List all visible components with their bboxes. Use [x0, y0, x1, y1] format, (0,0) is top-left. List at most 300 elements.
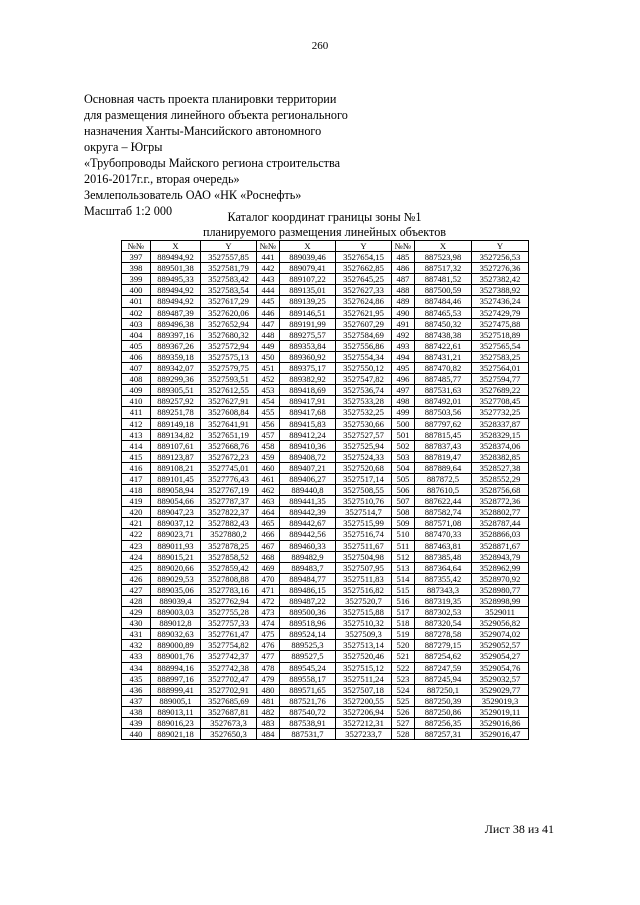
y-coordinate-cell: 3527429,79: [472, 307, 529, 318]
table-row: [122, 629, 529, 640]
x-coordinate-cell: 888997,16: [151, 673, 201, 684]
x-coordinate-cell: 887571,08: [415, 518, 472, 529]
y-coordinate-cell: 3529019,3: [472, 695, 529, 706]
y-coordinate-cell: 3527276,36: [472, 263, 529, 274]
x-coordinate-cell: 887815,45: [415, 429, 472, 440]
y-coordinate-cell: 3527608,84: [201, 407, 257, 418]
point-number-cell: 438: [122, 706, 151, 717]
x-coordinate-cell: 887278,58: [415, 629, 472, 640]
point-number-cell: 459: [257, 451, 280, 462]
heading-line: назначения Ханты-Мансийского автономного: [84, 124, 322, 138]
y-coordinate-cell: 3527668,76: [201, 440, 257, 451]
table-row: [122, 307, 529, 318]
point-number-cell: 473: [257, 607, 280, 618]
point-number-cell: 408: [122, 374, 151, 385]
point-number-cell: 506: [392, 485, 415, 496]
point-number-cell: 527: [392, 718, 415, 729]
y-coordinate-cell: 3527761,47: [201, 629, 257, 640]
y-coordinate-cell: 3527745,01: [201, 462, 257, 473]
x-coordinate-cell: 889001,76: [151, 651, 201, 662]
point-number-cell: 440: [122, 729, 151, 740]
point-number-cell: 528: [392, 729, 415, 740]
point-number-cell: 436: [122, 684, 151, 695]
table-row: [122, 507, 529, 518]
y-coordinate-cell: 3527882,43: [201, 518, 257, 529]
y-coordinate-cell: 3527742,37: [201, 651, 257, 662]
x-coordinate-cell: 887872,5: [415, 473, 472, 484]
point-number-cell: 425: [122, 562, 151, 573]
x-coordinate-cell: 887610,5: [415, 485, 472, 496]
x-coordinate-cell: 887837,43: [415, 440, 472, 451]
point-number-cell: 514: [392, 573, 415, 584]
x-coordinate-cell: 889486,15: [280, 584, 336, 595]
point-number-cell: 486: [392, 263, 415, 274]
point-number-cell: 398: [122, 263, 151, 274]
y-coordinate-cell: 3529016,86: [472, 718, 529, 729]
point-number-cell: 482: [257, 706, 280, 717]
x-coordinate-cell: 889299,36: [151, 374, 201, 385]
x-coordinate-cell: 887470,82: [415, 363, 472, 374]
y-coordinate-cell: 3527617,29: [201, 296, 257, 307]
table-row: [122, 718, 529, 729]
column-header: Y: [201, 241, 257, 252]
x-coordinate-cell: 889440,8: [280, 485, 336, 496]
table-row: [122, 473, 529, 484]
y-coordinate-cell: 3527233,7: [336, 729, 392, 740]
table-body: [122, 252, 529, 740]
point-number-cell: 484: [257, 729, 280, 740]
point-number-cell: 447: [257, 318, 280, 329]
point-number-cell: 508: [392, 507, 415, 518]
heading-line: Основная часть проекта планировки территории: [84, 92, 337, 106]
point-number-cell: 421: [122, 518, 151, 529]
table-row: [122, 673, 529, 684]
x-coordinate-cell: 889571,65: [280, 684, 336, 695]
x-coordinate-cell: 889108,21: [151, 462, 201, 473]
page-number: 260: [311, 40, 329, 52]
x-coordinate-cell: 889494,92: [151, 296, 201, 307]
x-coordinate-cell: 887531,63: [415, 385, 472, 396]
point-number-cell: 466: [257, 529, 280, 540]
x-coordinate-cell: 887622,44: [415, 496, 472, 507]
y-coordinate-cell: 3527581,79: [201, 263, 257, 274]
x-coordinate-cell: 889029,53: [151, 573, 201, 584]
x-coordinate-cell: 889525,3: [280, 640, 336, 651]
y-coordinate-cell: 3527624,86: [336, 296, 392, 307]
point-number-cell: 433: [122, 651, 151, 662]
point-number-cell: 423: [122, 540, 151, 551]
y-coordinate-cell: 3527514,7: [336, 507, 392, 518]
y-coordinate-cell: 3527880,2: [201, 529, 257, 540]
y-coordinate-cell: 3527651,19: [201, 429, 257, 440]
point-number-cell: 409: [122, 385, 151, 396]
x-coordinate-cell: 889039,4: [151, 596, 201, 607]
point-number-cell: 448: [257, 329, 280, 340]
y-coordinate-cell: 3528756,68: [472, 485, 529, 496]
catalog-title-line: планируемого размещения линейных объектов: [202, 225, 447, 239]
y-coordinate-cell: 3527530,66: [336, 418, 392, 429]
point-number-cell: 449: [257, 340, 280, 351]
y-coordinate-cell: 3527645,25: [336, 274, 392, 285]
column-header: X: [151, 241, 201, 252]
point-number-cell: 458: [257, 440, 280, 451]
y-coordinate-cell: 3527520,46: [336, 651, 392, 662]
table-row: [122, 573, 529, 584]
x-coordinate-cell: 887279,15: [415, 640, 472, 651]
y-coordinate-cell: 3527475,88: [472, 318, 529, 329]
point-number-cell: 468: [257, 551, 280, 562]
point-number-cell: 494: [392, 351, 415, 362]
point-number-cell: 502: [392, 440, 415, 451]
point-number-cell: 452: [257, 374, 280, 385]
point-number-cell: 503: [392, 451, 415, 462]
table-row: [122, 263, 529, 274]
heading-line: Землепользователь ОАО «НК «Роснефть»: [84, 188, 302, 202]
x-coordinate-cell: 889408,72: [280, 451, 336, 462]
point-number-cell: 498: [392, 396, 415, 407]
y-coordinate-cell: 3527504,98: [336, 551, 392, 562]
y-coordinate-cell: 3527627,33: [336, 285, 392, 296]
table-row: [122, 596, 529, 607]
x-coordinate-cell: 887523,98: [415, 252, 472, 263]
y-coordinate-cell: 3527689,22: [472, 385, 529, 396]
y-coordinate-cell: 3527650,3: [201, 729, 257, 740]
point-number-cell: 405: [122, 340, 151, 351]
x-coordinate-cell: 889353,84: [280, 340, 336, 351]
table-row: [122, 618, 529, 629]
y-coordinate-cell: 3529019,11: [472, 706, 529, 717]
point-number-cell: 477: [257, 651, 280, 662]
point-number-cell: 492: [392, 329, 415, 340]
x-coordinate-cell: 889305,51: [151, 385, 201, 396]
x-coordinate-cell: 887422,61: [415, 340, 472, 351]
point-number-cell: 429: [122, 607, 151, 618]
y-coordinate-cell: 3527754,82: [201, 640, 257, 651]
x-coordinate-cell: 889545,24: [280, 662, 336, 673]
point-number-cell: 525: [392, 695, 415, 706]
x-coordinate-cell: 889107,61: [151, 440, 201, 451]
point-number-cell: 509: [392, 518, 415, 529]
y-coordinate-cell: 3528866,03: [472, 529, 529, 540]
y-coordinate-cell: 3527510,76: [336, 496, 392, 507]
y-coordinate-cell: 3527206,94: [336, 706, 392, 717]
y-coordinate-cell: 3528787,44: [472, 518, 529, 529]
x-coordinate-cell: 889146,51: [280, 307, 336, 318]
table-row: [122, 252, 529, 263]
x-coordinate-cell: 889054,66: [151, 496, 201, 507]
point-number-cell: 455: [257, 407, 280, 418]
point-number-cell: 434: [122, 662, 151, 673]
y-coordinate-cell: 3527612,55: [201, 385, 257, 396]
y-coordinate-cell: 3527520,68: [336, 462, 392, 473]
point-number-cell: 456: [257, 418, 280, 429]
point-number-cell: 505: [392, 473, 415, 484]
point-number-cell: 487: [392, 274, 415, 285]
point-number-cell: 443: [257, 274, 280, 285]
point-number-cell: 419: [122, 496, 151, 507]
table-row: [122, 706, 529, 717]
table-row: [122, 429, 529, 440]
table-row: [122, 407, 529, 418]
table-row: [122, 374, 529, 385]
x-coordinate-cell: 889005,1: [151, 695, 201, 706]
x-coordinate-cell: 889382,92: [280, 374, 336, 385]
point-number-cell: 475: [257, 629, 280, 640]
x-coordinate-cell: 889407,21: [280, 462, 336, 473]
y-coordinate-cell: 3527515,88: [336, 607, 392, 618]
y-coordinate-cell: 3527388,92: [472, 285, 529, 296]
column-header: X: [415, 241, 472, 252]
x-coordinate-cell: 887538,91: [280, 718, 336, 729]
point-number-cell: 446: [257, 307, 280, 318]
y-coordinate-cell: 3528329,15: [472, 429, 529, 440]
column-header: X: [280, 241, 336, 252]
x-coordinate-cell: 889406,27: [280, 473, 336, 484]
table-header-row: [122, 241, 529, 252]
point-number-cell: 495: [392, 363, 415, 374]
point-number-cell: 397: [122, 252, 151, 263]
point-number-cell: 471: [257, 584, 280, 595]
y-coordinate-cell: 3527680,32: [201, 329, 257, 340]
y-coordinate-cell: 3528980,77: [472, 584, 529, 595]
y-coordinate-cell: 3527783,16: [201, 584, 257, 595]
x-coordinate-cell: 889418,69: [280, 385, 336, 396]
x-coordinate-cell: 889015,21: [151, 551, 201, 562]
y-coordinate-cell: 3527757,33: [201, 618, 257, 629]
column-header: №№: [392, 241, 415, 252]
y-coordinate-cell: 3527732,25: [472, 407, 529, 418]
x-coordinate-cell: 887431,21: [415, 351, 472, 362]
column-header: Y: [336, 241, 392, 252]
y-coordinate-cell: 3529032,57: [472, 673, 529, 684]
point-number-cell: 488: [392, 285, 415, 296]
x-coordinate-cell: 889191,99: [280, 318, 336, 329]
point-number-cell: 524: [392, 684, 415, 695]
y-coordinate-cell: 3527554,34: [336, 351, 392, 362]
x-coordinate-cell: 889020,66: [151, 562, 201, 573]
x-coordinate-cell: 887582,74: [415, 507, 472, 518]
point-number-cell: 427: [122, 584, 151, 595]
table-row: [122, 684, 529, 695]
x-coordinate-cell: 889442,67: [280, 518, 336, 529]
point-number-cell: 512: [392, 551, 415, 562]
table-row: [122, 396, 529, 407]
point-number-cell: 515: [392, 584, 415, 595]
y-coordinate-cell: 3527557,85: [201, 252, 257, 263]
table-row: [122, 651, 529, 662]
y-coordinate-cell: 3527547,82: [336, 374, 392, 385]
point-number-cell: 499: [392, 407, 415, 418]
point-number-cell: 437: [122, 695, 151, 706]
x-coordinate-cell: 887819,47: [415, 451, 472, 462]
y-coordinate-cell: 3528802,77: [472, 507, 529, 518]
point-number-cell: 481: [257, 695, 280, 706]
y-coordinate-cell: 3527517,14: [336, 473, 392, 484]
point-number-cell: 493: [392, 340, 415, 351]
point-number-cell: 457: [257, 429, 280, 440]
y-coordinate-cell: 3527702,47: [201, 673, 257, 684]
y-coordinate-cell: 3528374,06: [472, 440, 529, 451]
y-coordinate-cell: 3527556,86: [336, 340, 392, 351]
x-coordinate-cell: 889518,96: [280, 618, 336, 629]
table-row: [122, 662, 529, 673]
x-coordinate-cell: 887521,76: [280, 695, 336, 706]
x-coordinate-cell: 887319,35: [415, 596, 472, 607]
y-coordinate-cell: 3527565,54: [472, 340, 529, 351]
x-coordinate-cell: 887320,54: [415, 618, 472, 629]
y-coordinate-cell: 3528871,67: [472, 540, 529, 551]
point-number-cell: 517: [392, 607, 415, 618]
coordinates-table: [121, 240, 529, 740]
catalog-title: [121, 210, 528, 240]
y-coordinate-cell: 3527808,88: [201, 573, 257, 584]
heading-line: Масштаб 1:2 000: [84, 204, 173, 218]
column-header: Y: [472, 241, 529, 252]
y-coordinate-cell: 3528772,36: [472, 496, 529, 507]
point-number-cell: 522: [392, 662, 415, 673]
x-coordinate-cell: 889139,25: [280, 296, 336, 307]
table-row: [122, 340, 529, 351]
y-coordinate-cell: 3527685,69: [201, 695, 257, 706]
table-row: [122, 318, 529, 329]
y-coordinate-cell: 3527510,32: [336, 618, 392, 629]
column-header: №№: [122, 241, 151, 252]
x-coordinate-cell: 889415,83: [280, 418, 336, 429]
point-number-cell: 520: [392, 640, 415, 651]
point-number-cell: 523: [392, 673, 415, 684]
point-number-cell: 480: [257, 684, 280, 695]
y-coordinate-cell: 3527702,91: [201, 684, 257, 695]
x-coordinate-cell: 889483,7: [280, 562, 336, 573]
x-coordinate-cell: 887797,62: [415, 418, 472, 429]
x-coordinate-cell: 889275,57: [280, 329, 336, 340]
table-row: [122, 540, 529, 551]
x-coordinate-cell: 889482,9: [280, 551, 336, 562]
point-number-cell: 504: [392, 462, 415, 473]
y-coordinate-cell: 3528962,99: [472, 562, 529, 573]
x-coordinate-cell: 889367,26: [151, 340, 201, 351]
x-coordinate-cell: 889487,22: [280, 596, 336, 607]
x-coordinate-cell: 889494,92: [151, 285, 201, 296]
point-number-cell: 490: [392, 307, 415, 318]
point-number-cell: 519: [392, 629, 415, 640]
point-number-cell: 412: [122, 418, 151, 429]
point-number-cell: 467: [257, 540, 280, 551]
x-coordinate-cell: 889501,38: [151, 263, 201, 274]
y-coordinate-cell: 3527518,89: [472, 329, 529, 340]
x-coordinate-cell: 889442,56: [280, 529, 336, 540]
y-coordinate-cell: 3527527,57: [336, 429, 392, 440]
y-coordinate-cell: 3527583,54: [201, 285, 257, 296]
y-coordinate-cell: 3527583,42: [201, 274, 257, 285]
x-coordinate-cell: 889013,11: [151, 706, 201, 717]
y-coordinate-cell: 3527550,12: [336, 363, 392, 374]
x-coordinate-cell: 887247,59: [415, 662, 472, 673]
y-coordinate-cell: 3527579,75: [201, 363, 257, 374]
y-coordinate-cell: 3529029,77: [472, 684, 529, 695]
x-coordinate-cell: 889079,41: [280, 263, 336, 274]
point-number-cell: 462: [257, 485, 280, 496]
point-number-cell: 404: [122, 329, 151, 340]
y-coordinate-cell: 3529054,27: [472, 651, 529, 662]
x-coordinate-cell: 889032,63: [151, 629, 201, 640]
point-number-cell: 451: [257, 363, 280, 374]
y-coordinate-cell: 3527627,91: [201, 396, 257, 407]
point-number-cell: 407: [122, 363, 151, 374]
x-coordinate-cell: 889257,92: [151, 396, 201, 407]
table-row: [122, 529, 529, 540]
y-coordinate-cell: 3527776,43: [201, 473, 257, 484]
x-coordinate-cell: 889058,94: [151, 485, 201, 496]
heading-line: для размещения линейного объекта регионального: [84, 108, 348, 122]
point-number-cell: 417: [122, 473, 151, 484]
x-coordinate-cell: 887257,31: [415, 729, 472, 740]
point-number-cell: 507: [392, 496, 415, 507]
point-number-cell: 439: [122, 718, 151, 729]
table-row: [122, 496, 529, 507]
x-coordinate-cell: 887385,48: [415, 551, 472, 562]
x-coordinate-cell: 887250,39: [415, 695, 472, 706]
x-coordinate-cell: 887364,64: [415, 562, 472, 573]
point-number-cell: 442: [257, 263, 280, 274]
column-header: №№: [257, 241, 280, 252]
y-coordinate-cell: 3527516,82: [336, 584, 392, 595]
point-number-cell: 474: [257, 618, 280, 629]
y-coordinate-cell: 3527507,95: [336, 562, 392, 573]
y-coordinate-cell: 3527382,42: [472, 274, 529, 285]
table-row: [122, 607, 529, 618]
x-coordinate-cell: 887470,33: [415, 529, 472, 540]
point-number-cell: 403: [122, 318, 151, 329]
y-coordinate-cell: 3527641,91: [201, 418, 257, 429]
y-coordinate-cell: 3527584,69: [336, 329, 392, 340]
y-coordinate-cell: 3527755,28: [201, 607, 257, 618]
heading-line: 2016-2017г.г., вторая очередь»: [84, 172, 240, 186]
y-coordinate-cell: 3527533,28: [336, 396, 392, 407]
x-coordinate-cell: 889484,77: [280, 573, 336, 584]
x-coordinate-cell: 887245,94: [415, 673, 472, 684]
x-coordinate-cell: 889412,24: [280, 429, 336, 440]
point-number-cell: 513: [392, 562, 415, 573]
table-row: [122, 351, 529, 362]
y-coordinate-cell: 3529056,82: [472, 618, 529, 629]
x-coordinate-cell: 889494,92: [151, 252, 201, 263]
point-number-cell: 465: [257, 518, 280, 529]
x-coordinate-cell: 887484,46: [415, 296, 472, 307]
y-coordinate-cell: 3527511,67: [336, 540, 392, 551]
x-coordinate-cell: 887517,32: [415, 263, 472, 274]
y-coordinate-cell: 3527511,24: [336, 673, 392, 684]
point-number-cell: 402: [122, 307, 151, 318]
y-coordinate-cell: 3527515,99: [336, 518, 392, 529]
point-number-cell: 413: [122, 429, 151, 440]
point-number-cell: 441: [257, 252, 280, 263]
point-number-cell: 430: [122, 618, 151, 629]
y-coordinate-cell: 3527762,94: [201, 596, 257, 607]
y-coordinate-cell: 3527525,94: [336, 440, 392, 451]
point-number-cell: 401: [122, 296, 151, 307]
table-row: [122, 296, 529, 307]
y-coordinate-cell: 3527583,25: [472, 351, 529, 362]
x-coordinate-cell: 887343,3: [415, 584, 472, 595]
x-coordinate-cell: 889003,03: [151, 607, 201, 618]
x-coordinate-cell: 889441,35: [280, 496, 336, 507]
y-coordinate-cell: 3528943,79: [472, 551, 529, 562]
x-coordinate-cell: 887450,32: [415, 318, 472, 329]
point-number-cell: 428: [122, 596, 151, 607]
point-number-cell: 511: [392, 540, 415, 551]
point-number-cell: 483: [257, 718, 280, 729]
